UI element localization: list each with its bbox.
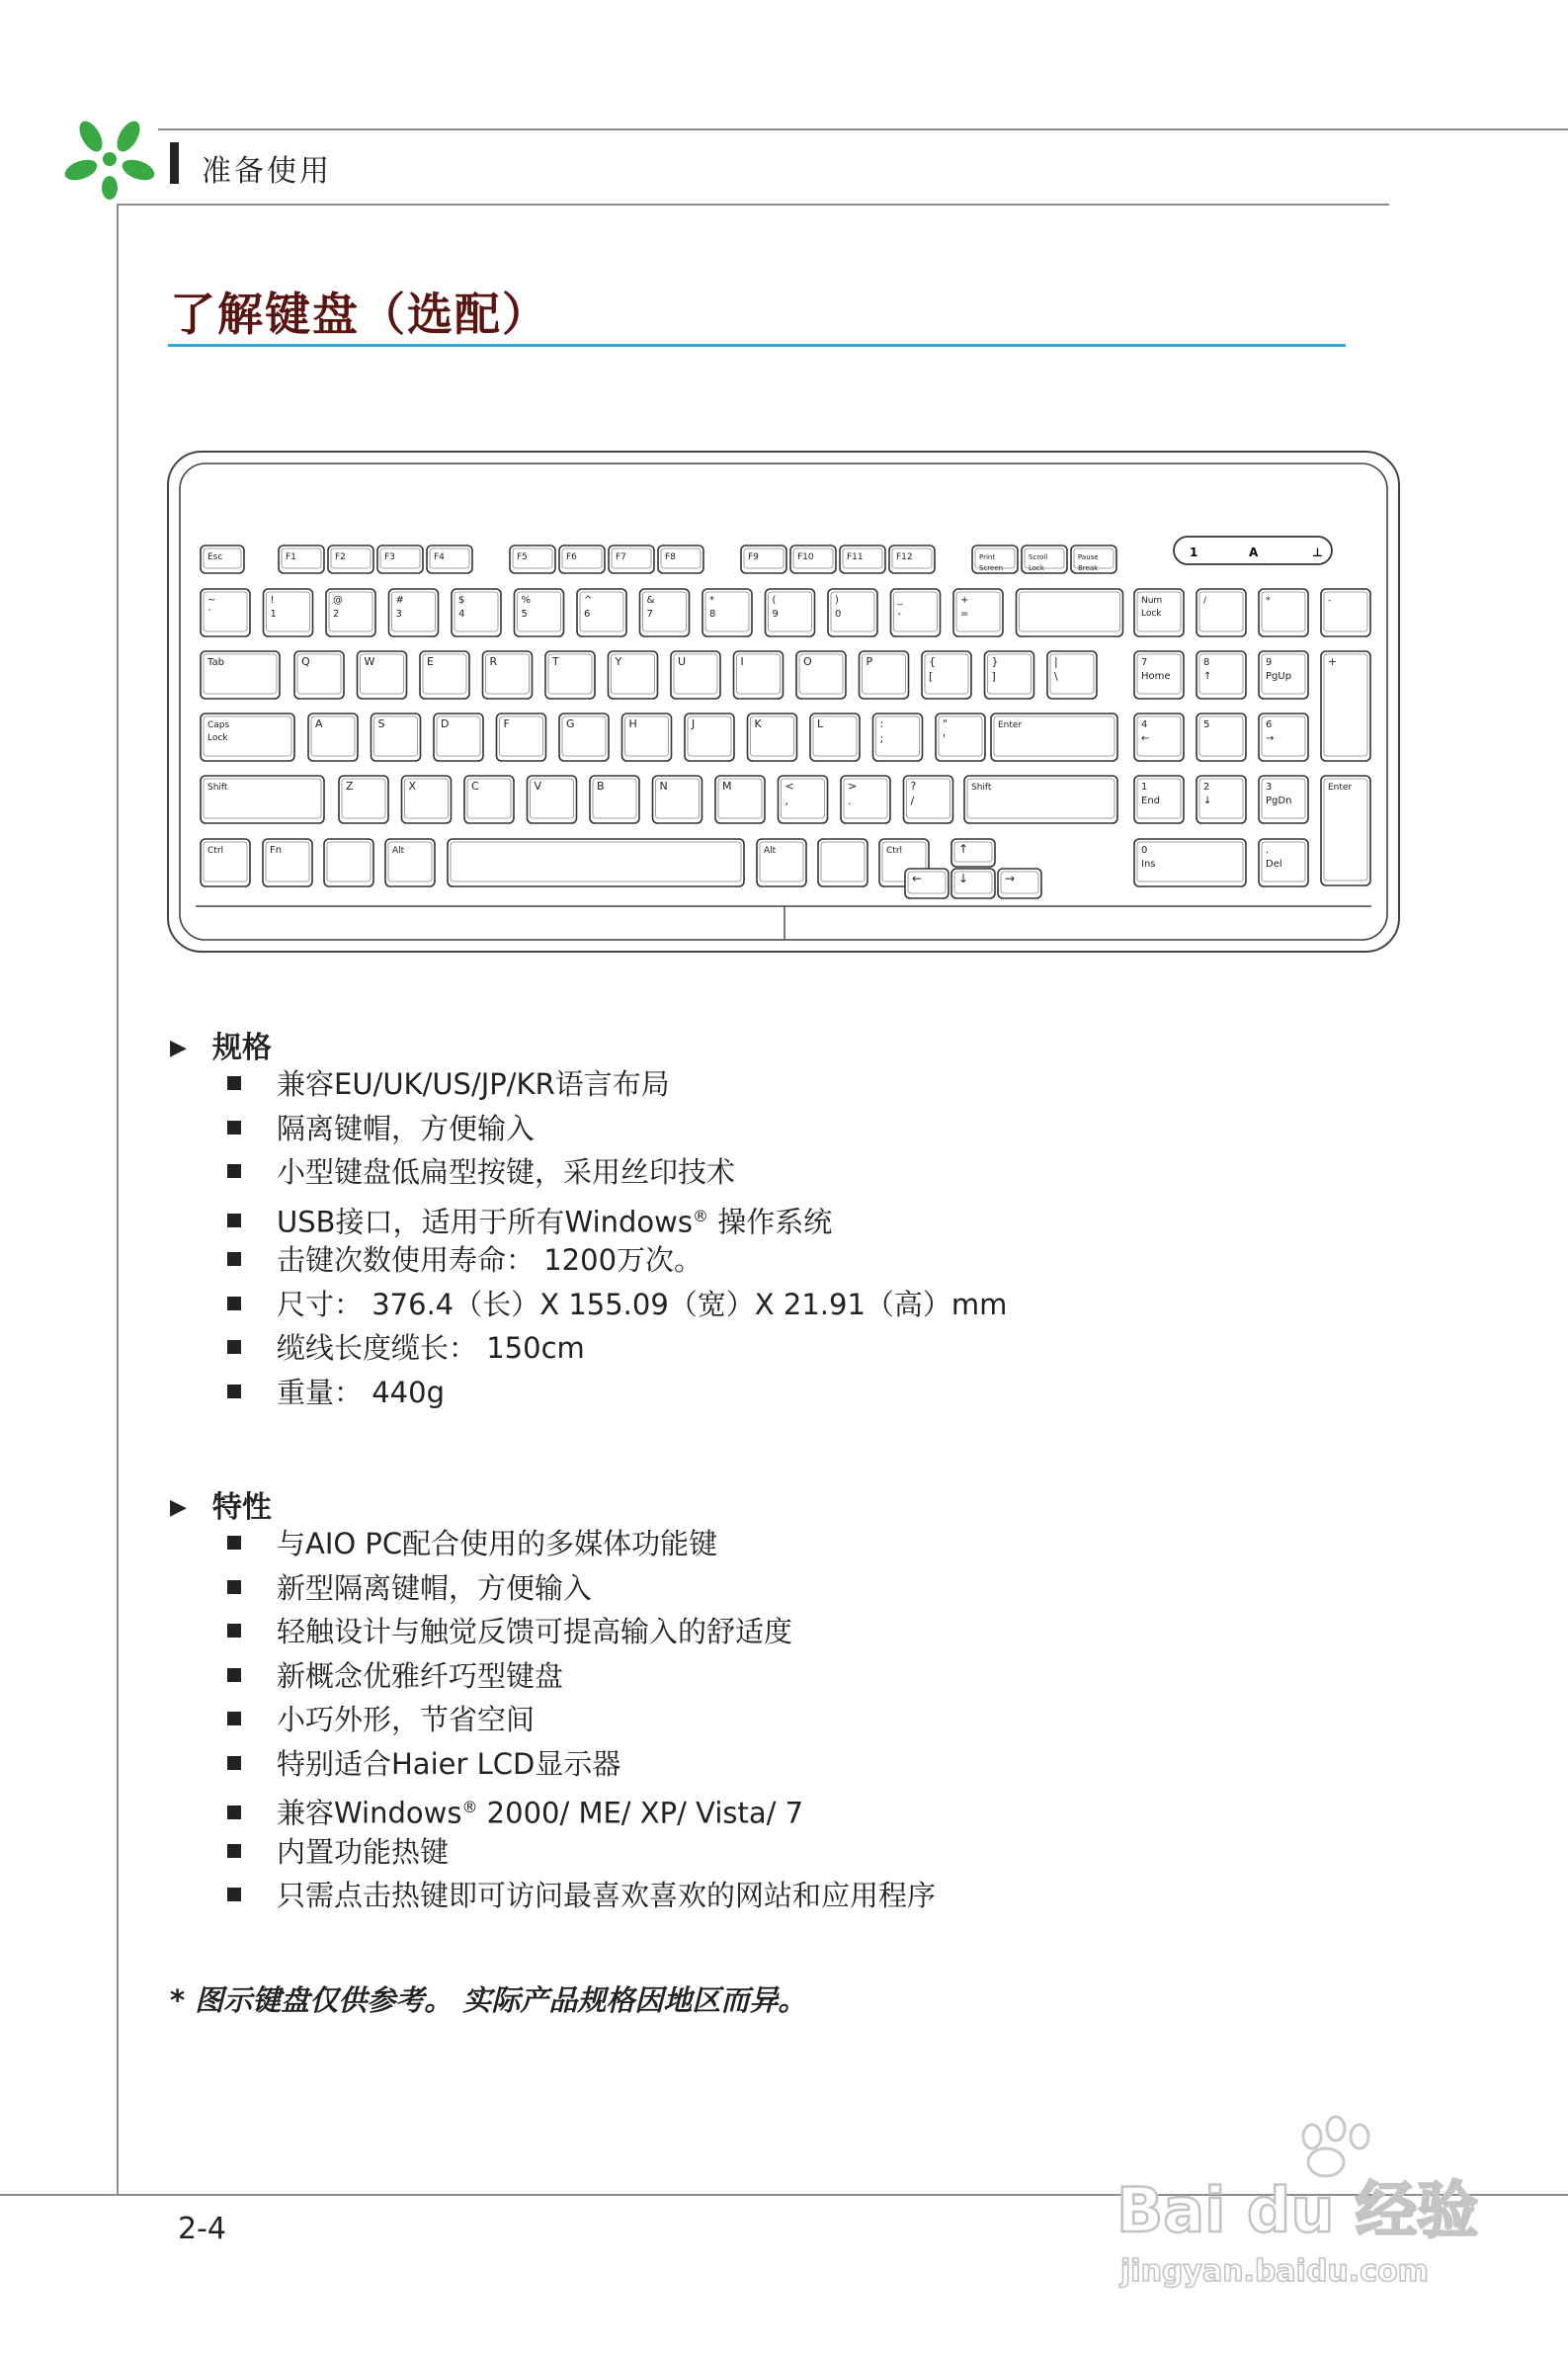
key (685, 714, 734, 761)
key-label: End (1141, 796, 1161, 806)
key-f11 (840, 546, 885, 573)
key-label: T (552, 655, 559, 668)
page-title: 了解键盘（选配） (170, 288, 549, 341)
key-menu (818, 839, 867, 886)
key-arrow-up (951, 839, 995, 867)
key-label: * (709, 595, 714, 606)
key-label: . (848, 795, 852, 807)
key-label: # (395, 595, 404, 606)
key-label: Lock (1029, 564, 1044, 572)
square-bullet-icon (227, 1844, 241, 1858)
key-label: ! (270, 595, 275, 606)
lock-indicator-label: A (1249, 546, 1259, 559)
key (922, 651, 971, 699)
key-arrow-down (951, 869, 995, 898)
key (1047, 651, 1097, 699)
square-bullet-icon (227, 1252, 241, 1266)
key (452, 589, 501, 636)
key-label: 6 (584, 609, 591, 620)
key-label: F1 (286, 552, 296, 562)
square-bullet-icon (227, 1297, 241, 1310)
key-label: A (315, 717, 323, 730)
key (860, 651, 909, 699)
key-f6 (559, 546, 605, 573)
list-item: 小巧外形，节省空间 (227, 1700, 936, 1744)
key-alt (385, 839, 435, 886)
key-label: - (1328, 596, 1332, 606)
key-label: S (377, 717, 385, 730)
list-item: 隔离键帽，方便输入 (227, 1109, 1007, 1153)
key-numpad (1197, 714, 1246, 761)
key-label: 8 (1203, 657, 1210, 668)
key-label: " (943, 717, 949, 730)
key-label: ↑ (1203, 671, 1212, 682)
key (590, 776, 639, 823)
key-f2 (328, 546, 373, 573)
list-item: 只需点击热键即可访问最喜欢喜欢的网站和应用程序 (227, 1876, 936, 1920)
key (671, 651, 720, 699)
key-label: ↑ (958, 842, 969, 856)
key (358, 651, 407, 699)
key-label: 3 (395, 609, 402, 620)
key-shift-right (964, 776, 1117, 823)
key-label: + (1328, 655, 1338, 668)
key-caps-lock (201, 714, 294, 761)
left-margin-rule (117, 204, 119, 2196)
list-item: 击键次数使用寿命： 1200万次。 (227, 1240, 1007, 1285)
key-label: Shift (971, 783, 992, 793)
key-label: ~ (207, 595, 216, 606)
key-label: 7 (1141, 657, 1148, 668)
square-bullet-icon (227, 1214, 241, 1227)
list-item: 兼容EU/UK/US/JP/KR语言布局 (227, 1064, 1007, 1109)
features-heading: ▶ 特性 (170, 1490, 272, 1525)
key (308, 714, 358, 761)
key-label: → (1005, 872, 1016, 885)
key-label: ↓ (1203, 796, 1212, 806)
key-f4 (427, 546, 472, 573)
key-label: F7 (616, 552, 626, 562)
key-label: / (1203, 596, 1207, 606)
key-label: * (1266, 596, 1271, 606)
key-numpad (1197, 589, 1246, 636)
key (497, 714, 546, 761)
key-label: 1 (1141, 782, 1148, 793)
key-f12 (889, 546, 935, 573)
key-label: & (646, 595, 655, 606)
key-label: _ (897, 595, 903, 606)
key-label: 5 (1203, 719, 1210, 730)
key-label: Shift (207, 783, 228, 793)
baidu-jingyan-watermark (1107, 2115, 1522, 2293)
key (779, 776, 828, 823)
key-label: D (441, 717, 450, 730)
key-ctrl (201, 839, 250, 886)
key (891, 589, 941, 636)
header-marker (170, 142, 179, 184)
key-label: | (1054, 655, 1058, 668)
key-label: Tab (207, 657, 224, 668)
key-label: \ (1054, 670, 1058, 683)
key-label: Print (979, 553, 996, 561)
key-f7 (609, 546, 654, 573)
key-label: 5 (521, 609, 528, 620)
key (528, 776, 577, 823)
key-tab (201, 651, 280, 699)
list-item: 兼容Windows® 2000/ ME/ XP/ Vista/ 7 (227, 1788, 936, 1832)
triangle-bullet-icon: ▶ (170, 1495, 187, 1520)
list-item: 小型键盘低扁型按键，采用丝印技术 (227, 1152, 1007, 1197)
key-f3 (377, 546, 423, 573)
key-label: Esc (207, 552, 223, 562)
key-label: 3 (1266, 782, 1273, 793)
key-label: ← (1141, 733, 1150, 744)
key-label: F4 (434, 552, 445, 562)
key-label: PgDn (1266, 796, 1292, 806)
key (294, 651, 344, 699)
key-label: W (364, 655, 375, 668)
key (734, 651, 784, 699)
page-number: 2-4 (178, 2212, 226, 2246)
key (371, 714, 421, 761)
key-label: ' (943, 732, 947, 745)
square-bullet-icon (227, 1668, 241, 1682)
key-label: Q (301, 655, 310, 668)
key-label: L (817, 717, 824, 730)
key-nav (972, 546, 1018, 573)
key (828, 589, 877, 636)
key-arrow-right (998, 869, 1041, 898)
key-label: > (848, 780, 858, 793)
key-f5 (510, 546, 555, 573)
key (622, 714, 672, 761)
key-label: X (408, 780, 417, 793)
key-label: E (427, 655, 434, 668)
key-label: ; (879, 732, 884, 745)
key-f9 (741, 546, 786, 573)
key-label: $ (458, 595, 465, 606)
list-item: 新型隔离键帽，方便输入 (227, 1568, 936, 1613)
key-numpad (1134, 776, 1184, 823)
key-label: - (897, 609, 902, 620)
list-item: 新概念优雅纤巧型键盘 (227, 1656, 936, 1701)
list-item: 特别适合Haier LCD显示器 (227, 1744, 936, 1789)
disclaimer-note: * 图示键盘仅供参考。 实际产品规格因地区而异。 (170, 1983, 807, 2017)
key-label: ) (835, 595, 839, 606)
square-bullet-icon (227, 1121, 241, 1134)
key-label: PgUp (1266, 671, 1292, 682)
key-label: → (1266, 733, 1275, 744)
key-label: [ (929, 670, 934, 683)
header-top-rule (158, 128, 1568, 130)
key (515, 589, 564, 636)
square-bullet-icon (227, 1624, 241, 1638)
watermark-brand: Bai du 经验 (1116, 2174, 1479, 2246)
key-label: G (566, 717, 575, 730)
key-label: F12 (896, 552, 913, 562)
key-label: ? (910, 780, 917, 793)
key-label: @ (333, 595, 343, 606)
features-list (227, 1524, 936, 1920)
key-numpad-enter (1321, 776, 1370, 885)
key (545, 651, 595, 699)
list-item: 尺寸： 376.4（长）X 155.09（宽）X 21.91（高）mm (227, 1285, 1007, 1329)
key-label: ← (912, 872, 923, 885)
key-f10 (790, 546, 836, 573)
key (953, 589, 1003, 636)
key-label: 6 (1266, 719, 1273, 730)
key (420, 651, 469, 699)
key-numpad (1134, 589, 1184, 636)
key-fn (263, 839, 312, 886)
key-label: 0 (835, 609, 842, 620)
key-label: R (489, 655, 498, 668)
key-label: Fn (270, 845, 283, 856)
key-label: . (1266, 845, 1270, 856)
specs-heading: ▶ 规格 (170, 1031, 272, 1065)
title-underline (168, 344, 1346, 347)
key (904, 776, 953, 823)
key-label: P (866, 655, 873, 668)
key-label: Alt (392, 846, 405, 856)
key-label: O (803, 655, 812, 668)
key-label: : (879, 717, 884, 730)
key-label: 4 (1141, 719, 1148, 730)
key-label: J (692, 717, 696, 730)
key (434, 714, 483, 761)
key-label: Enter (1328, 783, 1353, 793)
list-item: 与AIO PC配合使用的多媒体功能键 (227, 1524, 936, 1568)
key-label: F11 (847, 552, 864, 562)
key-windows (324, 839, 373, 886)
key-label: F3 (384, 552, 395, 562)
registered-mark: ® (461, 1798, 478, 1816)
key-label: Screen (979, 564, 1004, 572)
key-numpad (1259, 651, 1308, 699)
key-numpad (1259, 589, 1308, 636)
key-space (448, 839, 744, 886)
key-label: < (784, 780, 794, 793)
key (402, 776, 452, 823)
key-numpad (1197, 651, 1246, 699)
key (464, 776, 514, 823)
key-label: } (991, 655, 999, 668)
square-bullet-icon (227, 1806, 241, 1819)
key-label: F5 (517, 552, 528, 562)
key-label: Lock (207, 733, 228, 743)
square-bullet-icon (227, 1076, 241, 1090)
key (201, 589, 250, 636)
key-shift-left (201, 776, 324, 823)
key-label: Home (1141, 671, 1171, 682)
key (796, 651, 846, 699)
key-label: Ctrl (886, 846, 903, 856)
key-backspace (1017, 589, 1123, 636)
key-label: C (471, 780, 479, 793)
key-label: Break (1078, 564, 1099, 572)
key (609, 651, 658, 699)
key-f1 (279, 546, 324, 573)
key-label: Lock (1141, 609, 1162, 619)
list-item: 轻触设计与触觉反馈可提高输入的舒适度 (227, 1612, 936, 1656)
key-numpad (1134, 714, 1184, 761)
key-label: 9 (772, 609, 779, 620)
key (264, 589, 313, 636)
key-label: F (503, 717, 510, 730)
square-bullet-icon (227, 1712, 241, 1725)
key-label: + (960, 595, 969, 606)
key-label: = (960, 609, 969, 620)
key-enter (991, 714, 1117, 761)
key-numpad (1134, 651, 1184, 699)
key-numpad-plus (1321, 651, 1370, 761)
key-label: N (659, 780, 668, 793)
key (326, 589, 375, 636)
key-label: 8 (709, 609, 716, 620)
key-label: Del (1266, 859, 1282, 870)
key-label: 2 (333, 609, 340, 620)
key-label: 1 (270, 609, 277, 620)
key-label: Enter (998, 720, 1023, 730)
key-label: Alt (764, 846, 777, 856)
key-numpad (1259, 776, 1308, 823)
key (653, 776, 702, 823)
key-numpad (1321, 589, 1370, 636)
key (577, 589, 626, 636)
lock-indicator-label: ⊥ (1312, 546, 1323, 559)
square-bullet-icon (227, 1580, 241, 1594)
key-label: % (521, 595, 532, 606)
key-label: 4 (458, 609, 465, 620)
list-item: USB接口，适用于所有Windows® 操作系统 (227, 1197, 1007, 1241)
lock-indicator-label: 1 (1190, 546, 1198, 559)
header-section-title: 准备使用 (202, 154, 332, 189)
key-label: I (740, 655, 744, 668)
key (702, 589, 752, 636)
key (559, 714, 609, 761)
header-bottom-rule (117, 204, 1389, 206)
key (936, 714, 985, 761)
list-item: 重量： 440g (227, 1373, 1007, 1417)
key-label: U (678, 655, 687, 668)
key-label: ( (772, 595, 777, 606)
key-label: F9 (748, 552, 759, 562)
key-label: Caps (207, 720, 230, 730)
key-label: 2 (1203, 782, 1210, 793)
key-numpad (1197, 776, 1246, 823)
key-label: F10 (797, 552, 814, 562)
square-bullet-icon (227, 1888, 241, 1901)
square-bullet-icon (227, 1536, 241, 1550)
key (841, 776, 890, 823)
key-numpad-del (1259, 839, 1308, 886)
key (873, 714, 923, 761)
key-label: Z (346, 780, 354, 793)
brand-logo-icon (61, 119, 158, 200)
square-bullet-icon (227, 1164, 241, 1178)
square-bullet-icon (227, 1385, 241, 1398)
key (810, 714, 860, 761)
key (389, 589, 439, 636)
key-label: V (534, 780, 542, 793)
key-label: 7 (646, 609, 653, 620)
key-label: ↓ (958, 872, 969, 885)
key-numpad (1259, 714, 1308, 761)
key-label: K (754, 717, 762, 730)
key-label: 0 (1141, 845, 1148, 856)
key-label: B (597, 780, 605, 793)
square-bullet-icon (227, 1340, 241, 1354)
key (715, 776, 765, 823)
watermark-url: jingyan.baidu.com (1120, 2254, 1429, 2289)
key (339, 776, 388, 823)
key-label: F2 (335, 552, 346, 562)
key-f8 (658, 546, 703, 573)
key-label: Y (615, 655, 622, 668)
key-nav (1071, 546, 1116, 573)
key-label: Ctrl (207, 846, 224, 856)
key-label: ] (991, 670, 996, 683)
key-label: 9 (1266, 657, 1273, 668)
key-label: Ins (1141, 859, 1156, 870)
triangle-bullet-icon: ▶ (170, 1036, 187, 1060)
key-label: M (722, 780, 732, 793)
key (985, 651, 1034, 699)
key-arrow-left (905, 869, 949, 898)
square-bullet-icon (227, 1756, 241, 1770)
key-label: F6 (566, 552, 577, 562)
key-esc (201, 546, 244, 573)
key (640, 589, 690, 636)
key-alt (757, 839, 806, 886)
key (748, 714, 797, 761)
key-nav (1022, 546, 1067, 573)
key (483, 651, 533, 699)
key-label: , (784, 795, 788, 807)
registered-mark: ® (692, 1206, 708, 1225)
key-label: H (628, 717, 637, 730)
list-item: 缆线长度缆长： 150cm (227, 1328, 1007, 1373)
key-label: ^ (584, 595, 593, 606)
key (766, 589, 815, 636)
keyboard-illustration (166, 450, 1401, 954)
specs-list (227, 1064, 1007, 1416)
key-label: ` (207, 609, 212, 620)
key-label: Pause (1078, 553, 1099, 561)
key-numpad-0 (1134, 839, 1246, 886)
list-item: 内置功能热键 (227, 1832, 936, 1877)
key-label: Scroll (1029, 553, 1048, 561)
key-label: Num (1141, 596, 1163, 606)
key-label: F8 (665, 552, 676, 562)
key-label: { (929, 655, 936, 668)
key-label: / (910, 795, 915, 807)
